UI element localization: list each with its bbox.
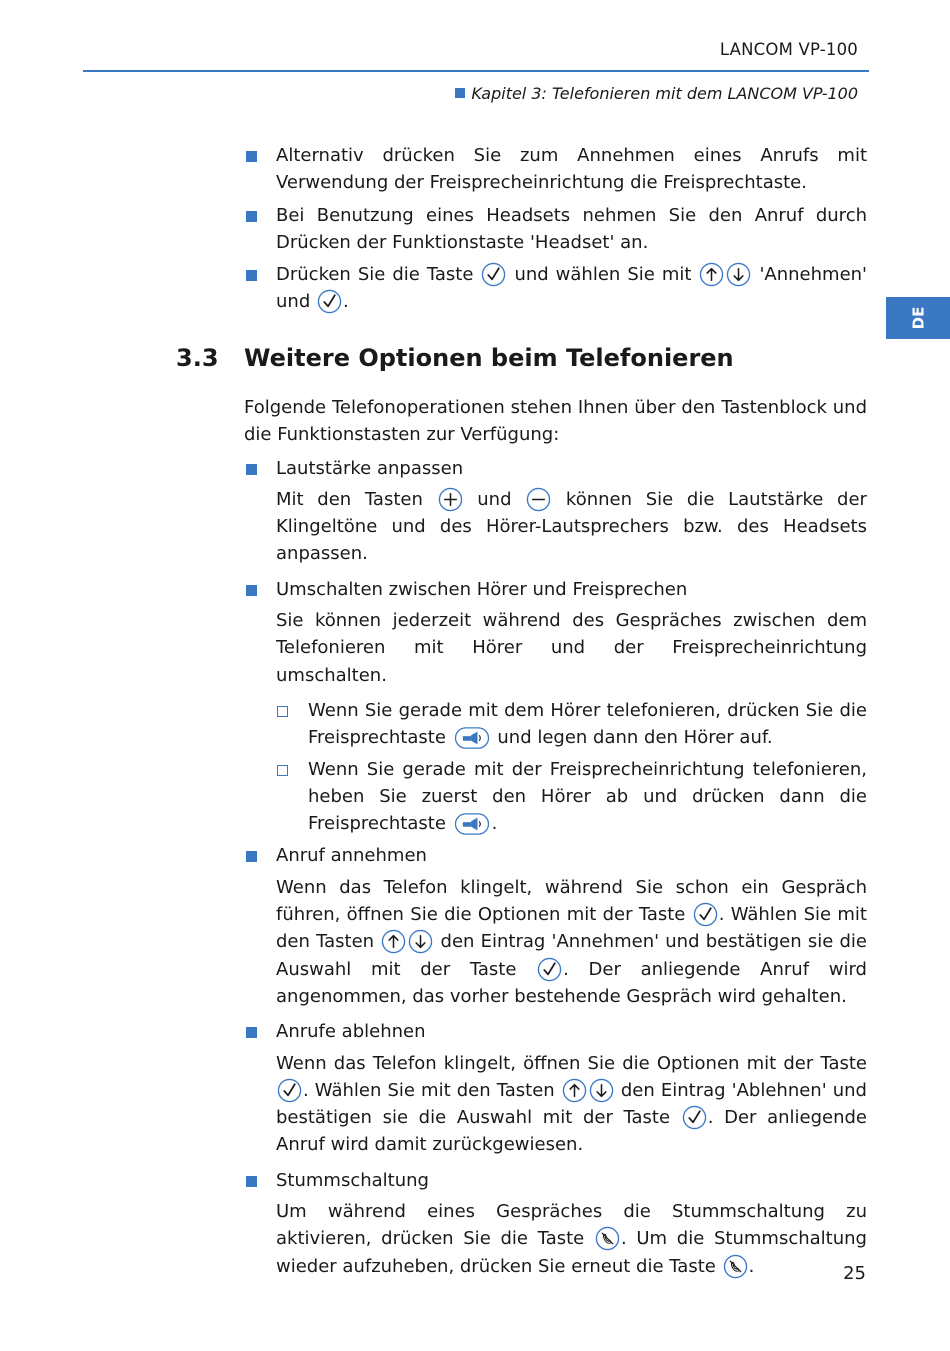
item-title: Lautstärke anpassen xyxy=(276,457,464,479)
square-bullet-icon xyxy=(246,270,257,281)
check-key-icon xyxy=(537,957,562,982)
section-content xyxy=(244,394,867,1285)
list-item xyxy=(244,1018,867,1158)
item-text: Mit den Tasten und können Sie die Lautstärke der Klingeltöne und des Hörer-Lautsprechers bzw. des Headsets anpassen. xyxy=(276,488,867,565)
header-product: LANCOM VP-100 xyxy=(719,40,858,59)
speaker-key-icon xyxy=(454,813,490,835)
check-key-icon xyxy=(277,1078,302,1103)
item-title: Anruf annehmen xyxy=(276,845,427,867)
item-title: Anrufe ablehnen xyxy=(276,1021,426,1043)
language-tab xyxy=(886,297,950,339)
section-title: Weitere Optionen beim Telefonieren xyxy=(244,344,734,372)
square-bullet-icon xyxy=(246,851,257,862)
sub-list-item xyxy=(276,697,867,752)
up-arrow-key-icon xyxy=(562,1078,587,1103)
square-bullet-icon xyxy=(246,1176,257,1187)
plus-key-icon xyxy=(438,487,463,512)
header-chapter xyxy=(455,84,858,103)
item-text: Wenn das Telefon klingelt, öffnen Sie die Optionen mit der Taste . Wählen Sie mit den Tasten den Eintrag 'Ablehnen' und bestätigen sie die Auswahl mit der Taste . Der anliegende Anruf wird damit zurückgewiesen. xyxy=(276,1052,867,1156)
square-bullet-icon xyxy=(246,585,257,596)
hollow-square-bullet-icon xyxy=(277,706,288,717)
square-bullet-icon xyxy=(246,1027,257,1038)
page-number: 25 xyxy=(843,1263,866,1284)
language-tab-label: DE xyxy=(908,306,927,330)
up-arrow-key-icon xyxy=(381,929,406,954)
item-title: Umschalten zwischen Hörer und Freisprechen xyxy=(276,578,688,600)
section-heading xyxy=(176,344,734,372)
bullet-text: Bei Benutzung eines Headsets nehmen Sie den Anruf durch Drücken der Funktionstaste 'Headset' an. xyxy=(276,204,867,253)
header-rule xyxy=(83,70,869,72)
item-text: Wenn das Telefon klingelt, während Sie schon ein Gespräch führen, öffnen Sie die Optionen mit der Taste . Wählen Sie mit den Tasten den Eintrag 'Annehmen' und bestätigen sie die Auswahl mit der Taste . Der anliegende Anruf wird angenommen, das vorher bestehende Gespräch wird gehalten. xyxy=(276,876,868,1007)
minus-key-icon xyxy=(526,487,551,512)
header-chapter-text: Kapitel 3: Telefonieren mit dem LANCOM VP-100 xyxy=(471,84,858,103)
sub-item-text: Wenn Sie gerade mit dem Hörer telefonieren, drücken Sie die Freisprechtaste und legen dann den Hörer auf. xyxy=(308,699,867,749)
down-arrow-key-icon xyxy=(726,262,751,287)
up-arrow-key-icon xyxy=(699,262,724,287)
item-text: Sie können jederzeit während des Gespräches zwischen dem Telefonieren mit Hörer und der Freisprecheinrichtung umschalten. xyxy=(276,610,867,686)
mute-key-icon xyxy=(723,1254,748,1279)
list-item xyxy=(244,261,867,316)
list-item xyxy=(244,202,867,257)
check-key-icon xyxy=(682,1105,707,1130)
mute-key-icon xyxy=(595,1226,620,1251)
check-key-icon xyxy=(693,902,718,927)
check-key-icon xyxy=(481,262,506,287)
item-title: Stummschaltung xyxy=(276,1169,429,1191)
section-number: 3.3 xyxy=(176,344,219,372)
item-text: Um während eines Gespräches die Stummschaltung zu aktivieren, drücken Sie die Taste . Um die Stummschaltung wieder aufzuheben, drücken Sie erneut die Taste . xyxy=(276,1201,867,1277)
hollow-square-bullet-icon xyxy=(277,765,288,776)
list-item xyxy=(244,1167,867,1280)
square-bullet-icon xyxy=(455,88,465,98)
top-content xyxy=(244,142,867,321)
square-bullet-icon xyxy=(246,211,257,222)
sub-item-text: Wenn Sie gerade mit der Freisprecheinrichtung telefonieren, heben Sie zuerst den Hörer ab und drücken dann die Freisprechtaste . xyxy=(308,758,867,835)
down-arrow-key-icon xyxy=(408,929,433,954)
check-key-icon xyxy=(317,289,342,314)
list-item xyxy=(244,455,867,568)
list-item xyxy=(244,842,867,1010)
speaker-key-icon xyxy=(454,727,490,749)
section-intro: Folgende Telefonoperationen stehen Ihnen über den Tastenblock und die Funktionstasten zur Verfügung: xyxy=(244,397,867,446)
list-item xyxy=(244,142,867,197)
bullet-text: Drücken Sie die Taste und wählen Sie mit 'Annehmen' und . xyxy=(276,264,867,313)
square-bullet-icon xyxy=(246,464,257,475)
bullet-text: Alternativ drücken Sie zum Annehmen eines Anrufs mit Verwendung der Freisprecheinrichtung die Freisprechtaste. xyxy=(276,145,867,194)
square-bullet-icon xyxy=(246,151,257,162)
sub-list-item xyxy=(276,756,867,838)
list-item xyxy=(244,576,867,838)
down-arrow-key-icon xyxy=(589,1078,614,1103)
